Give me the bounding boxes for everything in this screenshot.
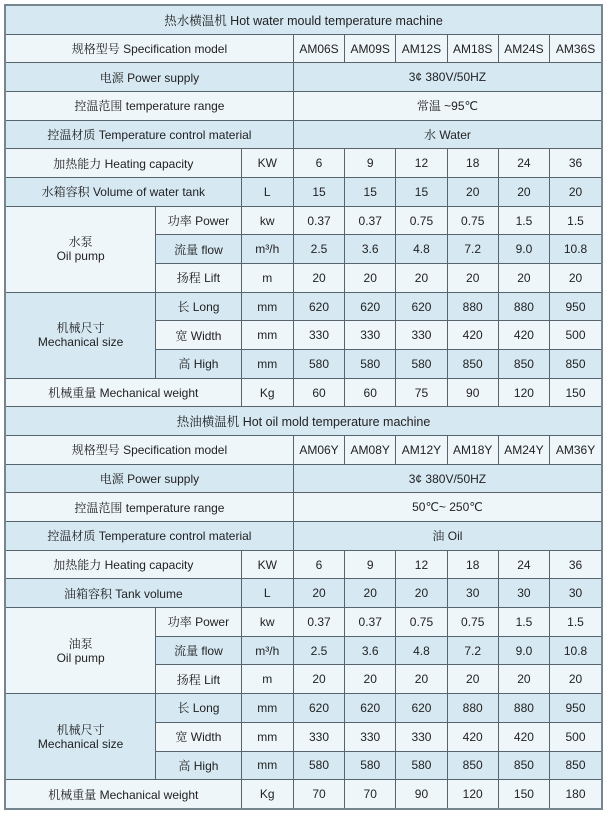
unit-cell: KW <box>241 149 293 178</box>
value-cell: 330 <box>396 321 447 350</box>
value-cell: 60 <box>293 378 344 407</box>
value-cell: 9.0 <box>498 636 549 665</box>
row-label: 电源 Power supply <box>5 464 293 493</box>
group-label-cn: 油泵 <box>68 636 93 651</box>
table-row <box>5 63 602 92</box>
value-cell: 18 <box>447 550 498 579</box>
model-cell: AM36S <box>550 34 602 63</box>
row-label: 机械重量 Mechanical weight <box>5 780 241 809</box>
value-cell: 36 <box>550 550 602 579</box>
table-row <box>5 120 602 149</box>
table-row <box>5 579 602 608</box>
row-label: 规格型号 Specification model <box>5 436 293 465</box>
value-cell: 330 <box>345 722 396 751</box>
table-row <box>5 608 602 637</box>
value-cell: 880 <box>447 694 498 723</box>
value-cell: 20 <box>396 264 447 293</box>
row-label: 控温材质 Temperature control material <box>5 120 293 149</box>
value-cell: 4.8 <box>396 235 447 264</box>
value-cell: 20 <box>293 665 344 694</box>
group-label-cn: 水泵 <box>68 235 93 250</box>
value-cell: 75 <box>396 378 447 407</box>
unit-cell: mm <box>241 694 293 723</box>
table-row <box>5 436 602 465</box>
value-cell: 850 <box>447 751 498 780</box>
value-cell: 20 <box>550 178 602 207</box>
value-cell: 12 <box>396 149 447 178</box>
row-value: 3¢ 380V/50HZ <box>293 63 602 92</box>
model-cell: AM36Y <box>550 436 602 465</box>
sub-label: 高 High <box>156 350 241 379</box>
group-label-cn: 机械尺寸 <box>56 722 105 737</box>
value-cell: 420 <box>498 321 549 350</box>
model-cell: AM12S <box>396 34 447 63</box>
value-cell: 580 <box>293 350 344 379</box>
unit-cell: mm <box>241 350 293 379</box>
value-cell: 20 <box>550 264 602 293</box>
unit-cell: L <box>241 579 293 608</box>
value-cell: 20 <box>447 264 498 293</box>
value-cell: 620 <box>396 292 447 321</box>
unit-cell: m³/h <box>241 235 293 264</box>
unit-cell: L <box>241 178 293 207</box>
value-cell: 620 <box>293 292 344 321</box>
model-cell: AM18S <box>447 34 498 63</box>
unit-cell: KW <box>241 550 293 579</box>
value-cell: 70 <box>293 780 344 809</box>
value-cell: 330 <box>293 722 344 751</box>
group-label-cn: 机械尺寸 <box>56 321 105 336</box>
table-row <box>5 378 602 407</box>
section-title: 热水横温机 Hot water mould temperature machine <box>5 5 602 34</box>
value-cell: 500 <box>550 722 602 751</box>
value-cell: 1.5 <box>550 206 602 235</box>
value-cell: 580 <box>345 350 396 379</box>
model-cell: AM06Y <box>293 436 344 465</box>
value-cell: 7.2 <box>447 235 498 264</box>
value-cell: 9 <box>345 149 396 178</box>
section-title: 热油横温机 Hot oil mold temperature machine <box>5 407 602 436</box>
table-row <box>5 178 602 207</box>
table-row <box>5 34 602 63</box>
value-cell: 10.8 <box>550 235 602 264</box>
value-cell: 580 <box>293 751 344 780</box>
value-cell: 1.5 <box>498 206 549 235</box>
value-cell: 60 <box>345 378 396 407</box>
value-cell: 9 <box>345 550 396 579</box>
model-cell: AM09S <box>345 34 396 63</box>
value-cell: 150 <box>498 780 549 809</box>
value-cell: 20 <box>396 579 447 608</box>
value-cell: 20 <box>396 665 447 694</box>
value-cell: 70 <box>345 780 396 809</box>
value-cell: 6 <box>293 149 344 178</box>
unit-cell: m³/h <box>241 636 293 665</box>
unit-cell: Kg <box>241 378 293 407</box>
row-label: 控温材质 Temperature control material <box>5 522 293 551</box>
row-label: 加热能力 Heating capacity <box>5 550 241 579</box>
value-cell: 15 <box>396 178 447 207</box>
table-row <box>5 464 602 493</box>
value-cell: 120 <box>498 378 549 407</box>
value-cell: 3.6 <box>345 636 396 665</box>
table-row <box>5 292 602 321</box>
value-cell: 3.6 <box>345 235 396 264</box>
group-label <box>5 206 156 292</box>
value-cell: 20 <box>345 579 396 608</box>
value-cell: 850 <box>550 350 602 379</box>
table-row <box>5 550 602 579</box>
value-cell: 4.8 <box>396 636 447 665</box>
sub-label: 高 High <box>156 751 241 780</box>
value-cell: 20 <box>550 665 602 694</box>
value-cell: 0.37 <box>345 206 396 235</box>
group-label <box>5 292 156 378</box>
value-cell: 24 <box>498 149 549 178</box>
sub-label: 功率 Power <box>156 206 241 235</box>
row-label: 水箱容积 Volume of water tank <box>5 178 241 207</box>
value-cell: 20 <box>293 264 344 293</box>
unit-cell: m <box>241 665 293 694</box>
group-label-en: Mechanical size <box>37 335 124 350</box>
row-value: 常温 ~95℃ <box>293 92 602 121</box>
value-cell: 330 <box>345 321 396 350</box>
table-row <box>5 149 602 178</box>
value-cell: 1.5 <box>498 608 549 637</box>
value-cell: 0.37 <box>293 608 344 637</box>
value-cell: 10.8 <box>550 636 602 665</box>
value-cell: 420 <box>498 722 549 751</box>
value-cell: 620 <box>293 694 344 723</box>
sub-label: 流量 flow <box>156 636 241 665</box>
unit-cell: mm <box>241 321 293 350</box>
value-cell: 620 <box>345 694 396 723</box>
table-row <box>5 694 602 723</box>
value-cell: 20 <box>345 264 396 293</box>
table-row <box>5 92 602 121</box>
value-cell: 0.75 <box>447 608 498 637</box>
sub-label: 流量 flow <box>156 235 241 264</box>
value-cell: 36 <box>550 149 602 178</box>
sub-label: 长 Long <box>156 694 241 723</box>
spec-table <box>4 4 603 810</box>
model-cell: AM08Y <box>345 436 396 465</box>
value-cell: 9.0 <box>498 235 549 264</box>
model-cell: AM12Y <box>396 436 447 465</box>
value-cell: 850 <box>447 350 498 379</box>
value-cell: 180 <box>550 780 602 809</box>
table-row <box>5 5 602 34</box>
table-row <box>5 206 602 235</box>
value-cell: 20 <box>498 264 549 293</box>
value-cell: 15 <box>345 178 396 207</box>
value-cell: 2.5 <box>293 636 344 665</box>
value-cell: 1.5 <box>550 608 602 637</box>
row-label: 控温范围 temperature range <box>5 493 293 522</box>
row-value: 油 Oil <box>293 522 602 551</box>
row-label: 加热能力 Heating capacity <box>5 149 241 178</box>
model-cell: AM24S <box>498 34 549 63</box>
value-cell: 150 <box>550 378 602 407</box>
sub-label: 长 Long <box>156 292 241 321</box>
row-value: 50℃~ 250℃ <box>293 493 602 522</box>
value-cell: 20 <box>447 665 498 694</box>
value-cell: 580 <box>396 350 447 379</box>
value-cell: 330 <box>396 722 447 751</box>
group-label-en: Oil pump <box>56 650 105 665</box>
unit-cell: kw <box>241 608 293 637</box>
row-label: 控温范围 temperature range <box>5 92 293 121</box>
value-cell: 0.37 <box>293 206 344 235</box>
value-cell: 18 <box>447 149 498 178</box>
value-cell: 7.2 <box>447 636 498 665</box>
sub-label: 宽 Width <box>156 321 241 350</box>
value-cell: 880 <box>498 694 549 723</box>
unit-cell: mm <box>241 751 293 780</box>
value-cell: 90 <box>447 378 498 407</box>
value-cell: 2.5 <box>293 235 344 264</box>
row-label: 机械重量 Mechanical weight <box>5 378 241 407</box>
value-cell: 0.75 <box>396 608 447 637</box>
model-cell: AM18Y <box>447 436 498 465</box>
value-cell: 620 <box>396 694 447 723</box>
row-value: 水 Water <box>293 120 602 149</box>
value-cell: 420 <box>447 722 498 751</box>
group-label <box>5 608 156 694</box>
sub-label: 扬程 Lift <box>156 665 241 694</box>
sub-label: 扬程 Lift <box>156 264 241 293</box>
value-cell: 880 <box>447 292 498 321</box>
table-row <box>5 780 602 809</box>
value-cell: 30 <box>447 579 498 608</box>
value-cell: 330 <box>293 321 344 350</box>
value-cell: 850 <box>498 751 549 780</box>
row-label: 规格型号 Specification model <box>5 34 293 63</box>
value-cell: 950 <box>550 694 602 723</box>
value-cell: 950 <box>550 292 602 321</box>
value-cell: 20 <box>293 579 344 608</box>
value-cell: 20 <box>498 178 549 207</box>
table-row <box>5 522 602 551</box>
row-value: 3¢ 380V/50HZ <box>293 464 602 493</box>
group-label <box>5 694 156 780</box>
unit-cell: Kg <box>241 780 293 809</box>
value-cell: 620 <box>345 292 396 321</box>
value-cell: 0.37 <box>345 608 396 637</box>
value-cell: 24 <box>498 550 549 579</box>
sub-label: 功率 Power <box>156 608 241 637</box>
group-label-en: Oil pump <box>56 249 105 264</box>
table-row <box>5 493 602 522</box>
value-cell: 580 <box>396 751 447 780</box>
value-cell: 0.75 <box>396 206 447 235</box>
unit-cell: mm <box>241 292 293 321</box>
group-label-en: Mechanical size <box>37 736 124 751</box>
value-cell: 120 <box>447 780 498 809</box>
unit-cell: mm <box>241 722 293 751</box>
row-label: 油箱容积 Tank volume <box>5 579 241 608</box>
value-cell: 20 <box>447 178 498 207</box>
value-cell: 0.75 <box>447 206 498 235</box>
value-cell: 580 <box>345 751 396 780</box>
value-cell: 12 <box>396 550 447 579</box>
value-cell: 90 <box>396 780 447 809</box>
value-cell: 20 <box>498 665 549 694</box>
table-row <box>5 407 602 436</box>
unit-cell: m <box>241 264 293 293</box>
sub-label: 宽 Width <box>156 722 241 751</box>
unit-cell: kw <box>241 206 293 235</box>
value-cell: 420 <box>447 321 498 350</box>
value-cell: 500 <box>550 321 602 350</box>
value-cell: 30 <box>550 579 602 608</box>
value-cell: 30 <box>498 579 549 608</box>
model-cell: AM24Y <box>498 436 549 465</box>
row-label: 电源 Power supply <box>5 63 293 92</box>
value-cell: 15 <box>293 178 344 207</box>
value-cell: 20 <box>345 665 396 694</box>
value-cell: 880 <box>498 292 549 321</box>
value-cell: 850 <box>498 350 549 379</box>
model-cell: AM06S <box>293 34 344 63</box>
value-cell: 850 <box>550 751 602 780</box>
value-cell: 6 <box>293 550 344 579</box>
